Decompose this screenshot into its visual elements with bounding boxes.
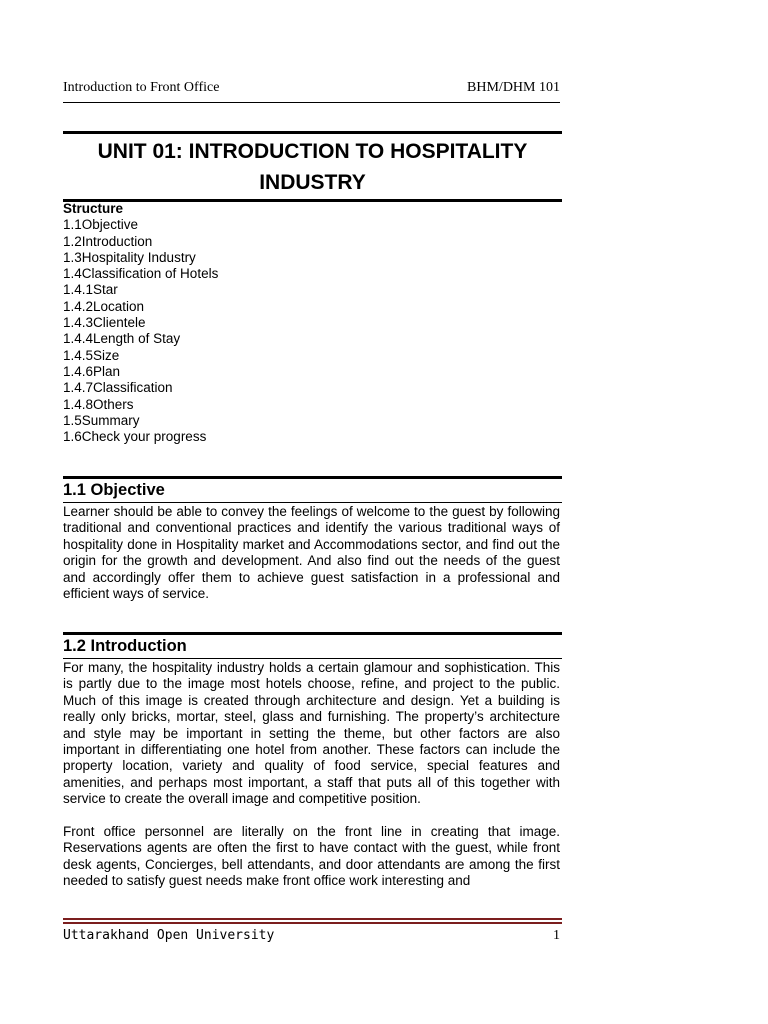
page-number: 1 [553,928,560,943]
introduction-heading: 1.2 Introduction [63,637,187,655]
structure-item: 1.3Hospitality Industry [63,249,196,265]
introduction-paragraph-2: Front office personnel are literally on the front line in creating that image. Reservations agents are often the first to have contact with the guest, while front desk agents, Concierges, bell attendants, and door attendants are among the first needed to satisfy guest needs make front office work interesting and [63,824,560,889]
structure-item: 1.4.5Size [63,347,120,363]
objective-paragraph: Learner should be able to convey the feelings of welcome to the guest by following traditional and conventional practices and identify the various traditional ways of hospitality done in Hospitality market and Accommodations sector, and find out the origin for the growth and development. And also find out the needs of the guest and accordingly offer them to achieve guest satisfaction in a professional and efficient ways of service. [63,504,560,602]
structure-item: 1.4.2Location [63,298,145,314]
unit-title [63,136,562,198]
title-rule-top [63,131,562,134]
objective-rule-bottom [63,502,562,503]
introduction-rule-top [63,632,562,635]
structure-section [63,201,363,445]
structure-item: 1.4Classification of Hotels [63,266,219,282]
structure-item: 1.6Check your progress [63,429,207,445]
header-course-title: Introduction to Front Office [63,80,220,95]
introduction-rule-bottom [63,658,562,659]
objective-heading: 1.1 Objective [63,481,165,499]
unit-title-line-1: UNIT 01: INTRODUCTION TO HOSPITALITY [97,140,528,163]
structure-item: 1.4.8Others [63,396,134,412]
structure-item: 1.4.4Length of Stay [63,331,181,347]
structure-heading: Structure [63,201,124,216]
structure-item: 1.4.7Classification [63,380,173,396]
header-rule [63,102,560,103]
introduction-paragraph-1: For many, the hospitality industry holds a certain glamour and sophistication. This is partly due to the image most hotels choose, refine, and project to the public. Much of this image is created through architecture and design. Yet a building is really only bricks, mortar, steel, glass and furnishing. The property’s architecture and style may be important in setting the theme, but other factors are also important in differentiating one hotel from another. These factors can include the property location, variety and quality of food service, special features and amenities, and perhaps most important, a staff that puts all of this together with service to create the overall image and competitive position. [63,660,560,807]
objective-rule-top [63,476,562,479]
footer-rule-top [63,918,562,920]
running-header [63,80,560,96]
structure-list [63,217,363,445]
structure-item: 1.4.1Star [63,282,118,298]
page-footer [63,928,560,944]
footer-rule-bottom [63,922,562,924]
structure-item: 1.4.3Clientele [63,315,146,331]
footer-university: Uttarakhand Open University [63,928,275,943]
header-course-code: BHM/DHM 101 [467,80,560,95]
structure-item: 1.4.6Plan [63,363,121,379]
structure-item: 1.1Objective [63,217,139,233]
structure-item: 1.2Introduction [63,233,153,249]
unit-title-line-2: INDUSTRY [259,171,366,194]
structure-item: 1.5Summary [63,412,140,428]
